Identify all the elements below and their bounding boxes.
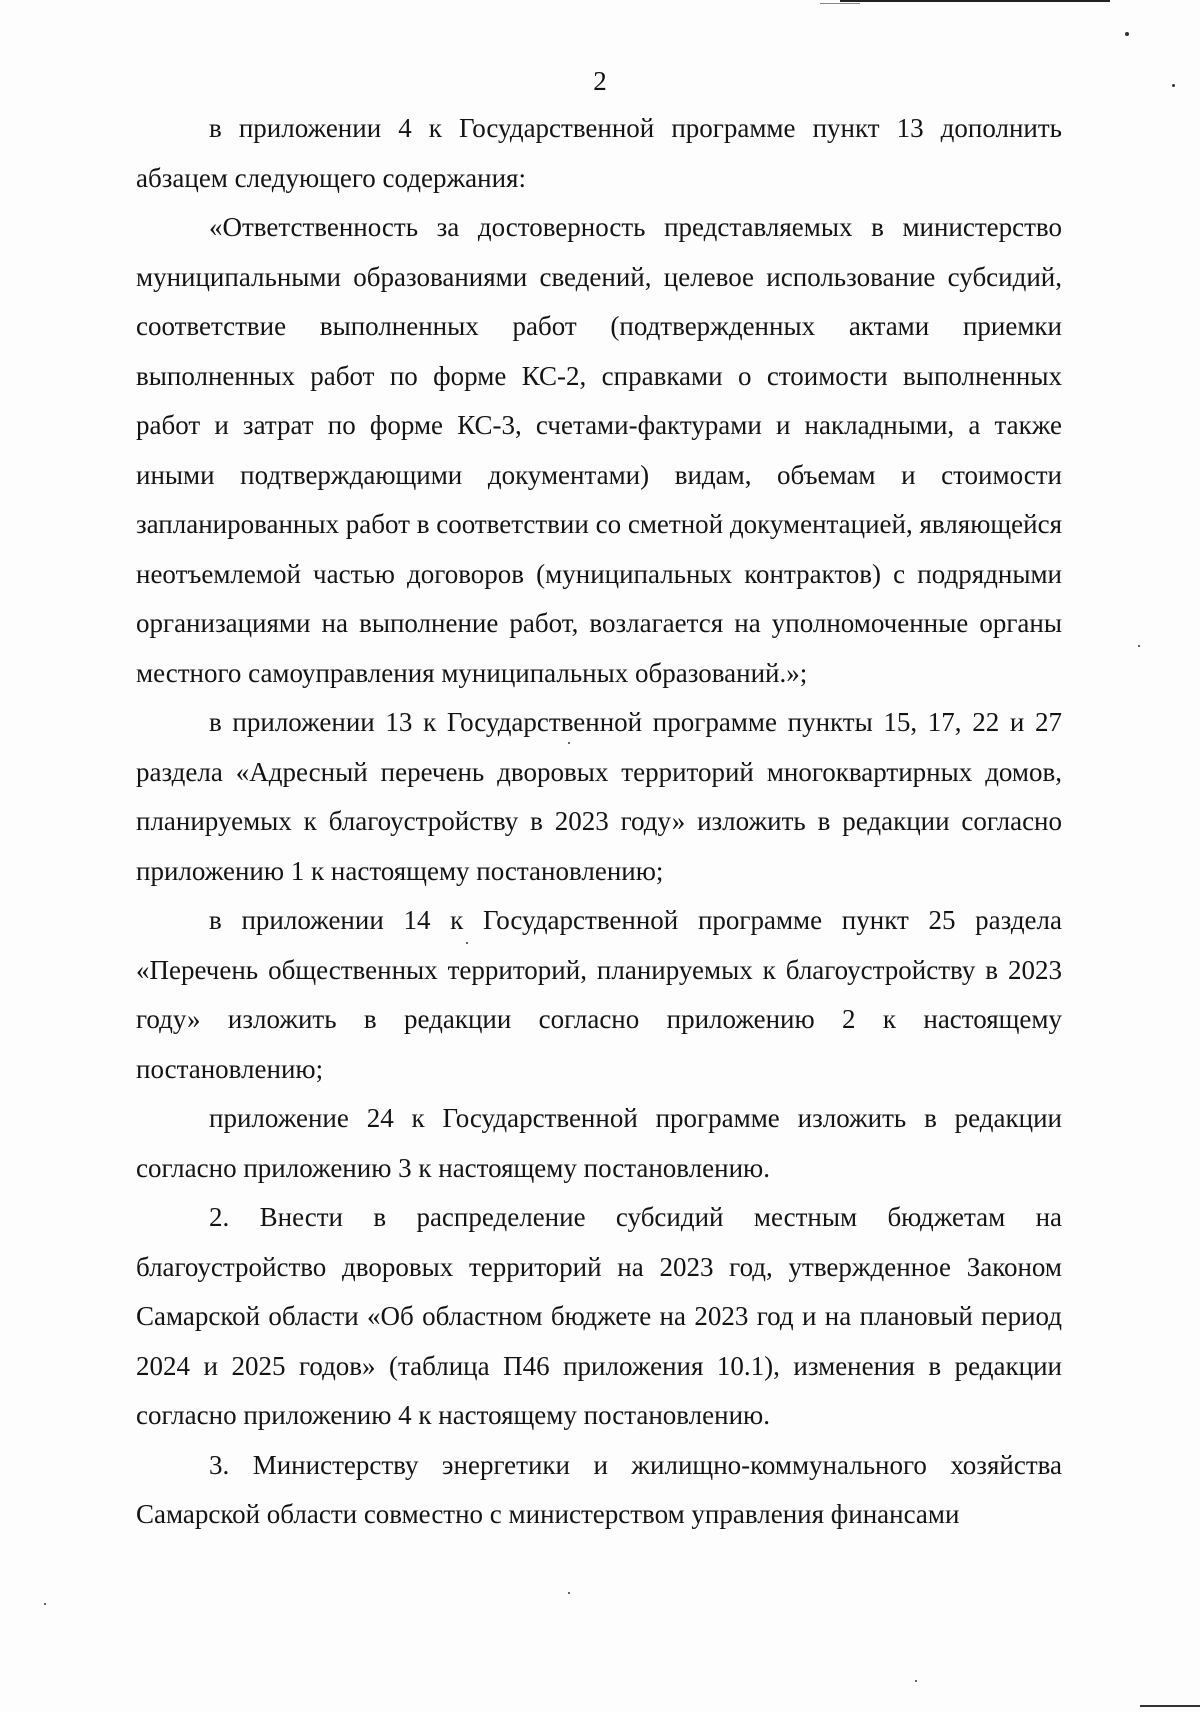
- scan-speck: [1125, 32, 1129, 36]
- scan-speck: [1138, 645, 1140, 647]
- scan-speck: [915, 1680, 917, 1682]
- top-edge-line-fragment: [820, 3, 860, 4]
- document-body: [136, 104, 1062, 1540]
- top-edge-line: [840, 0, 1110, 2]
- paragraph-appendix-4: в приложении 4 к Государственной программе пункт 13 дополнить абзацем следующего содержания:: [136, 113, 1062, 193]
- paragraph-appendix-24: приложение 24 к Государственной программе изложить в редакции согласно приложению 3 к настоящему постановлению.: [136, 1103, 1062, 1183]
- bottom-edge-line: [1140, 1705, 1200, 1707]
- scan-speck: [44, 1603, 46, 1605]
- paragraph-appendix-14: в приложении 14 к Государственной программе пункт 25 раздела «Перечень общественных территорий, планируемых к благоустройству в 2023 году» изложить в редакции согласно приложению 2 к настоящему постановлению;: [136, 905, 1062, 1084]
- paragraph-item-3-ministry: 3. Министерству энергетики и жилищно-коммунального хозяйства Самарской области совместно с министерством управления финансами: [136, 1449, 1062, 1529]
- scan-speck: [466, 942, 468, 944]
- scan-speck: [1172, 84, 1175, 87]
- paragraph-item-2-subsidies: 2. Внести в распределение субсидий местным бюджетам на благоустройство дворовых территорий на 2023 год, утвержденное Законом Самарской области «Об областном бюджете на 2023 год и на плановый период 2024 и 2025 годов» (таблица П46 приложения 10.1), изменения в редакции согласно приложению 4 к настоящему постановлению.: [136, 1202, 1062, 1430]
- paragraph-appendix-13: в приложении 13 к Государственной программе пункты 15, 17, 22 и 27 раздела «Адресный перечень дворовых территорий многоквартирных домов, планируемых к благоустройству в 2023 году» изложить в редакции согласно приложению 1 к настоящему постановлению;: [136, 707, 1062, 886]
- scan-speck: [568, 1592, 570, 1594]
- paragraph-responsibility-quote: «Ответственность за достоверность представляемых в министерство муниципальными образованиями сведений, целевое использование субсидий, соответствие выполненных работ (подтвержденных актами приемки выполненных работ по форме КС-2, справками о стоимости выполненных работ и затрат по форме КС-3, счетами-фактурами и накладными, а также иными подтверждающими документами) видам, объемам и стоимости запланированных работ в соответствии со сметной документацией, являющейся неотъемлемой частью договоров (муниципальных контрактов) с подрядными организациями на выполнение работ, возлагается на уполномоченные органы местного самоуправления муниципальных образований.»;: [136, 212, 1062, 688]
- page-number: 2: [593, 66, 607, 96]
- scan-speck: [568, 742, 570, 744]
